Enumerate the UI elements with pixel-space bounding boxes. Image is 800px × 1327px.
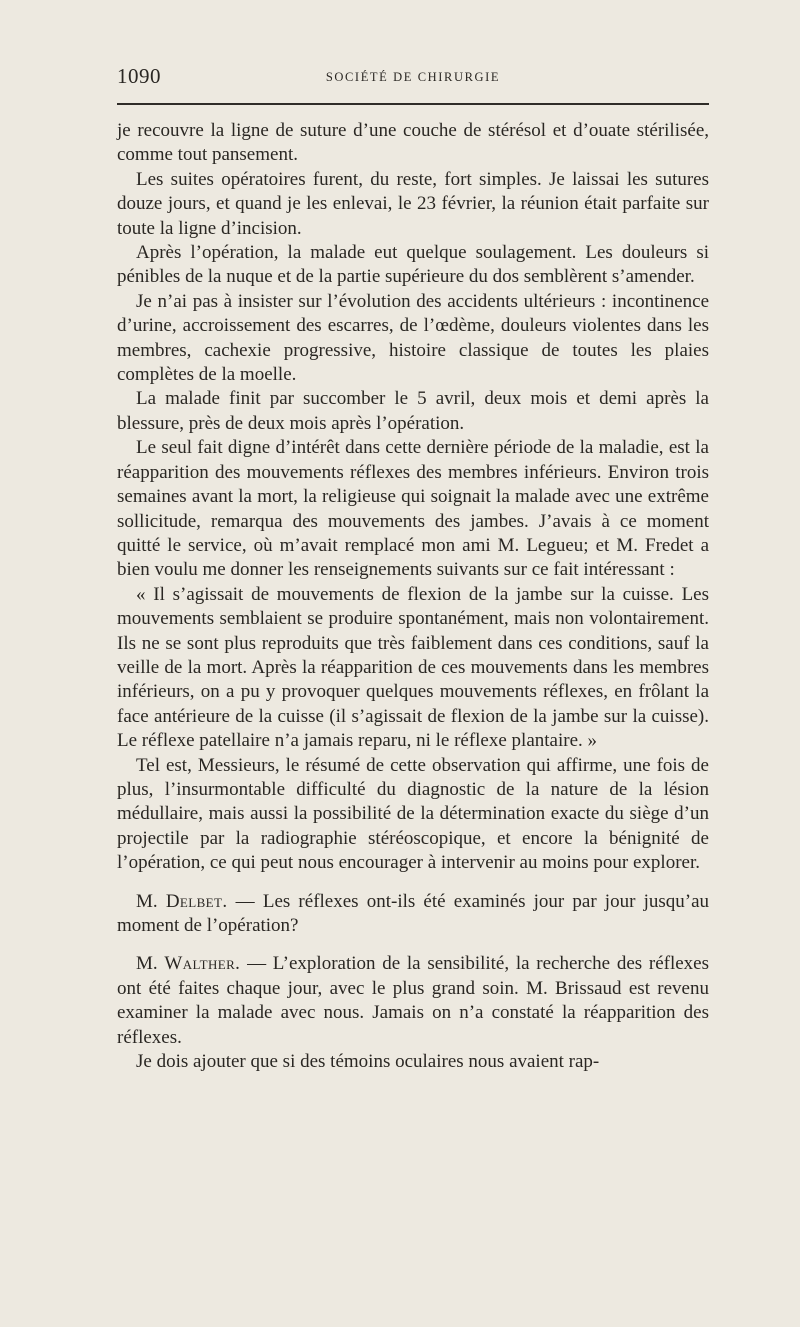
speaker-remark: — Les réflexes ont-ils été examinés jour par jour jusqu’au moment de l’opération? bbox=[117, 890, 709, 936]
paragraph-continuation: je recouvre la ligne de suture d’une couche de stérésol et d’ouate stérilisée, comme tout pansement. bbox=[117, 120, 709, 166]
paragraph: Après l’opération, la malade eut quelque soulagement. Les douleurs si pénibles de la nuque et de la partie supérieure du dos semblèrent s’amender. bbox=[117, 242, 709, 288]
speaker-prefix: M. bbox=[136, 953, 165, 975]
paragraph: Le seul fait digne d’intérêt dans cette dernière période de la maladie, est la réapparition des mouvements réflexes des membres inférieurs. Environ trois semaines avant la mort, la religieuse qui soignait la malade avec une extrême sollicitude, remarqua des mouvements des jambes. J’avais à ce moment quitté le service, où m’avait remplacé mon ami M. Legueu; et M. Fredet a bien voulu me donner les renseignements suivants sur ce fait intéressant : bbox=[117, 437, 709, 581]
paragraph: La malade finit par succomber le 5 avril, deux mois et demi après la blessure, près de deux mois après l’opération. bbox=[117, 388, 709, 434]
quoted-paragraph: « Il s’agissait de mouvements de flexion de la jambe sur la cuisse. Les mouvements semblaient se produire spontanément, mais non volontairement. Ils ne se sont plus reproduits que très faiblement dans ces conditions, sauf la veille de la mort. Après la réapparition de ces mouvements dans les membres inférieurs, on a pu y provoquer quelques mouvements réflexes, en frôlant la face antérieure de la cuisse (il s’agissait de flexion de la jambe sur la cuisse). Le réflexe patellaire n’a jamais reparu, ni le réflexe plantaire. » bbox=[117, 583, 709, 752]
paragraph: Je n’ai pas à insister sur l’évolution des accidents ultérieurs : incontinence d’urine, accroissement des escarres, de l’œdème, douleurs violentes dans les membres, cachexie progressive, histoire classique de toutes les plaies complètes de la moelle. bbox=[117, 290, 709, 386]
exchange-delbet bbox=[117, 890, 709, 939]
paragraph: Tel est, Messieurs, le résumé de cette observation qui affirme, une fois de plus, l’insurmontable difficulté du diagnostic de la nature de la lésion médullaire, mais aussi la possibilité de la détermination exacte du siège d’un projectile par la radiographie stéréoscopique, et encore la bénignité de l’opération, ce qui peut nous encourager à intervenir au moins pour explorer. bbox=[117, 754, 709, 874]
page-header bbox=[117, 64, 709, 92]
closing-paragraph: Je dois ajouter que si des témoins oculaires nous avaient rap- bbox=[136, 1051, 600, 1073]
body-text bbox=[117, 119, 709, 1074]
page-number: 1090 bbox=[117, 64, 161, 88]
speaker-remark: — L’exploration de la sensibilité, la recherche des réflexes ont été faites chaque jour, avec le plus grand soin. M. Brissaud est revenu examiner la malade avec nous. Jamais on n’a constaté la réapparition des réflexes. bbox=[117, 953, 709, 1048]
speaker-prefix: M. bbox=[136, 890, 166, 912]
header-rule bbox=[117, 103, 709, 105]
exchange-walther bbox=[117, 952, 709, 1050]
running-title: SOCIÉTÉ DE CHIRURGIE bbox=[325, 70, 501, 84]
paragraph: Les suites opératoires furent, du reste, fort simples. Je laissai les sutures douze jours, et quand je les enlevai, le 23 février, la réunion était parfaite sur toute la ligne d’incision. bbox=[117, 168, 709, 239]
speaker-name: Delbet. bbox=[165, 890, 228, 912]
speaker-name: Walther. bbox=[164, 953, 241, 975]
